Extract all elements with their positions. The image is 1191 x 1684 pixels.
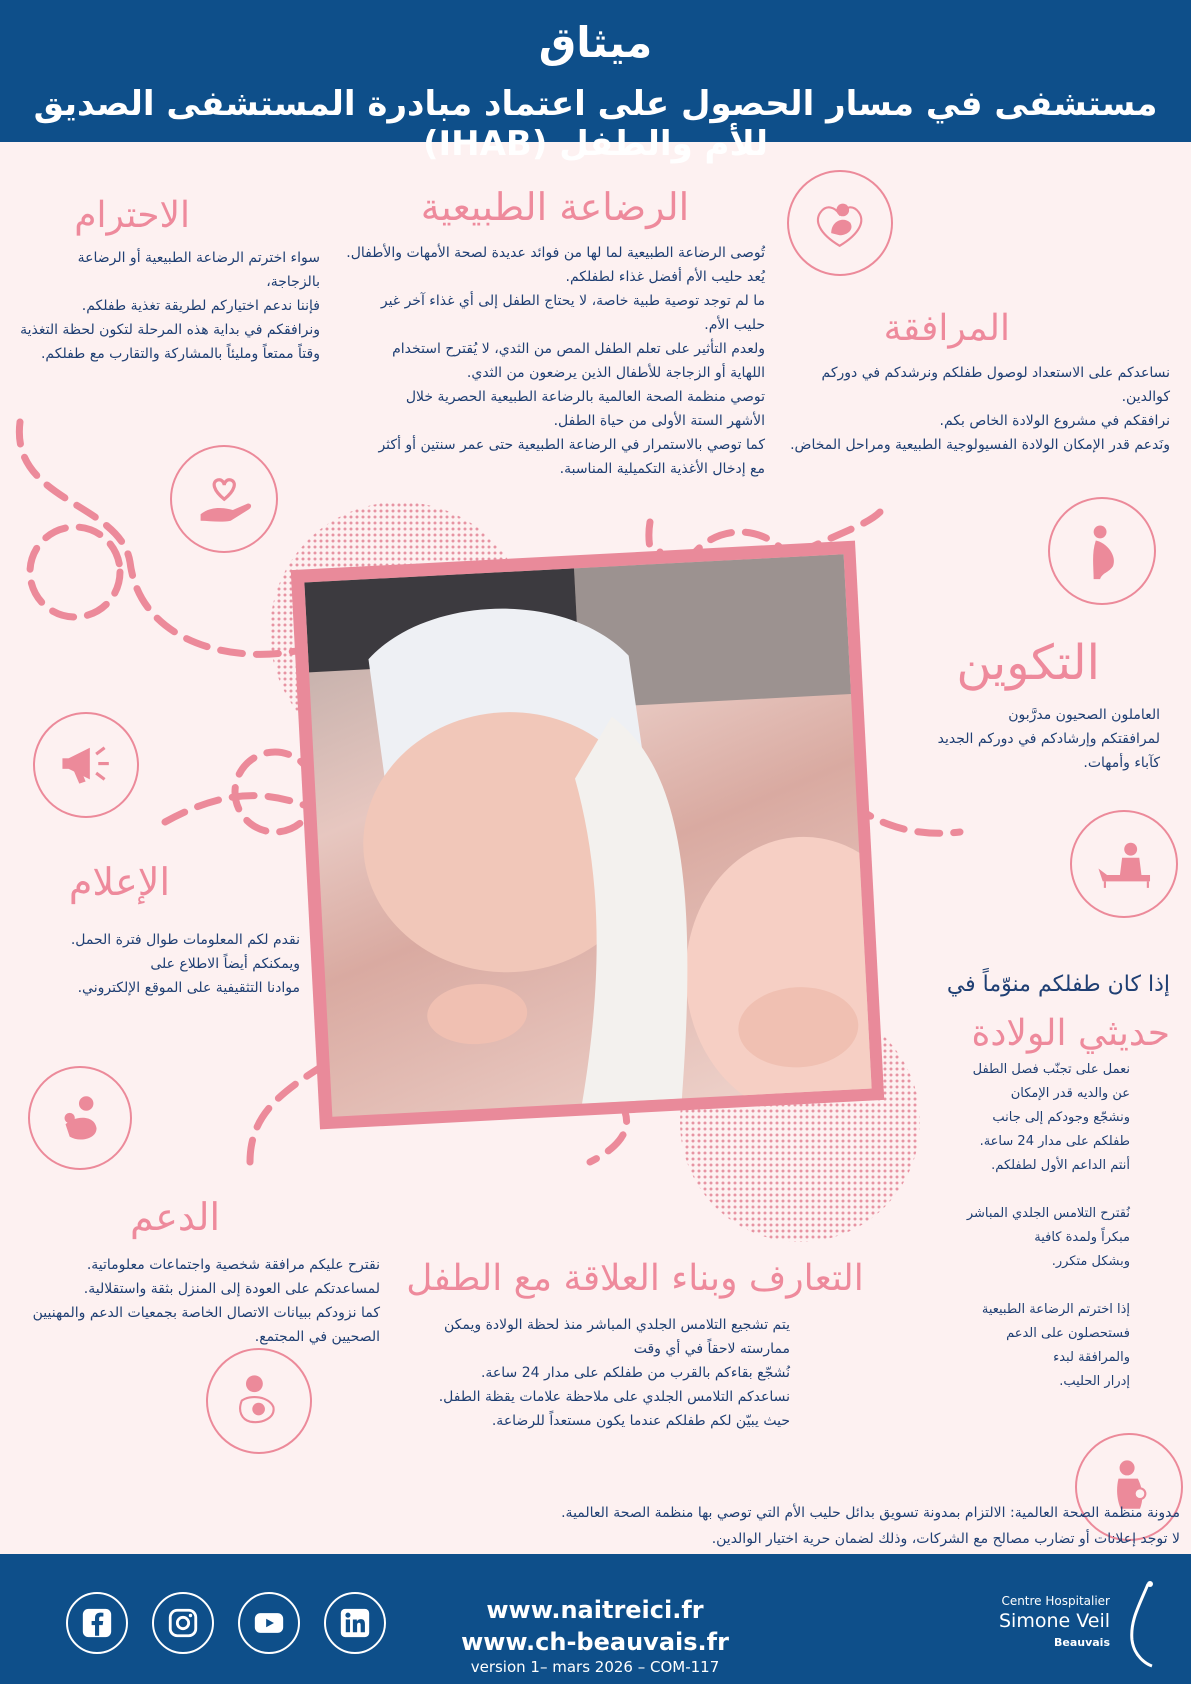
section-title: المرافقة xyxy=(883,308,1010,349)
baby-photo xyxy=(304,554,871,1117)
text-line: فستحصلون على الدعم xyxy=(1006,1326,1130,1341)
hospital-logo xyxy=(990,1580,1170,1670)
section-support xyxy=(20,1195,380,1349)
section-information xyxy=(20,860,300,1000)
text-line: ونشجّع وجودكم إلى جانب xyxy=(992,1110,1130,1125)
logo-line: Simone Veil xyxy=(998,1610,1110,1632)
text-line: ممارسته لاحقاً في أي وقت xyxy=(633,1341,790,1357)
text-line: موادنا التثقيفية على الموقع الإلكتروني. xyxy=(77,980,300,996)
section-title: التكوين xyxy=(956,635,1100,691)
section-title: التعارف وبناء العلاقة مع الطفل xyxy=(406,1258,864,1299)
section-title: الدعم xyxy=(129,1195,220,1239)
text-line xyxy=(940,1178,1130,1202)
text-line: ما لم توجد توصية طبية خاصة، لا يحتاج الطفل إلى أي غذاء آخر غير xyxy=(380,293,765,309)
text-line: الصحيين في المجتمع. xyxy=(254,1329,380,1345)
text-line: يُعد حليب الأم أفضل غذاء لطفلكم. xyxy=(565,269,765,285)
section-title: الرضاعة الطبيعية xyxy=(420,185,690,229)
text-line: سواء اخترتم الرضاعة الطبيعية أو الرضاعة بالزجاجة، xyxy=(77,250,320,290)
text-line: يتم تشجيع التلامس الجلدي المباشر منذ لحظة الولادة ويمكن xyxy=(444,1317,790,1333)
website-link-naitreici[interactable]: www.naitreici.fr xyxy=(486,1596,704,1624)
page-header xyxy=(0,0,1191,164)
text-line: ولعدم التأثير على تعلم الطفل المص من الثدي، لا يُقترح استخدام xyxy=(392,341,765,357)
text-line: مبكراً ولمدة كافية xyxy=(1034,1230,1130,1245)
text-line: لمرافقتكم وإرشادكم في دوركم الجديد xyxy=(937,731,1160,747)
logo-line: Centre Hospitalier xyxy=(1001,1594,1110,1608)
section-title: الاحترام xyxy=(74,195,190,236)
breastfeeding-mother-icon xyxy=(1075,1433,1183,1541)
text-line: ونرافقكم في بداية هذه المرحلة لتكون لحظة التغذية xyxy=(20,322,320,338)
section-training xyxy=(900,635,1160,775)
linkedin-link[interactable] xyxy=(324,1592,386,1654)
hand-heart-icon xyxy=(170,445,278,553)
text-line: العاملون الصحيون مدرَّبون xyxy=(1008,707,1160,723)
facebook-link[interactable] xyxy=(66,1592,128,1654)
text-line: مع إدخال الأغذية التكميلية المناسبة. xyxy=(559,461,765,477)
text-line: نقدم لكم المعلومات طوال فترة الحمل. xyxy=(70,932,300,948)
text-line: نعمل على تجنّب فصل الطفل xyxy=(972,1062,1130,1077)
pregnant-woman-icon xyxy=(1048,497,1156,605)
section-title: حديثي الولادة xyxy=(971,1013,1170,1054)
text-line: كآباء وأمهات. xyxy=(1083,755,1160,771)
page-footer xyxy=(0,1554,1191,1684)
text-line: توصي منظمة الصحة العالمية بالرضاعة الطبيعية الحصرية خلال xyxy=(405,389,765,405)
text-line: كما نزودكم ببيانات الاتصال الخاصة بجمعيات الدعم والمهنيين xyxy=(32,1305,380,1321)
section-respect xyxy=(20,195,320,366)
text-line: والمرافقة لبدء xyxy=(1053,1350,1130,1365)
text-line: إذا اخترتم الرضاعة الطبيعية xyxy=(981,1302,1130,1317)
page-title: ميثاق xyxy=(538,18,653,67)
version-info: version 1– mars 2026 – COM-117 xyxy=(470,1658,720,1676)
logo-swoosh-icon xyxy=(1110,1580,1160,1670)
section-subtitle: إذا كان طفلكم منوّماً في xyxy=(946,972,1170,997)
text-line: نساعدكم على الاستعداد لوصول طفلكم ونرشدكم في دوركم xyxy=(821,365,1170,381)
text-line: وبشكل متكرر. xyxy=(1051,1254,1130,1269)
text-line: نرافقكم في مشروع الولادة الخاص بكم. xyxy=(939,413,1170,429)
no-advertising-disclaimer: لا توجد إعلانات أو تضارب مصالح مع الشركات، وذلك لضمان حرية اختيار الوالدين. xyxy=(711,1531,1180,1547)
parent-holding-baby-icon xyxy=(28,1066,132,1170)
text-line: حليب الأم. xyxy=(704,317,765,333)
section-breastfeeding xyxy=(345,185,765,481)
text-line: لمساعدتكم على العودة إلى المنزل بثقة واستقلالية. xyxy=(83,1281,380,1297)
instagram-icon xyxy=(166,1606,200,1640)
text-line: ونَدعم قدر الإمكان الولادة الفسيولوجية الطبيعية ومراحل المخاض. xyxy=(790,437,1170,453)
page-subtitle: مستشفى في مسار الحصول على اعتماد مبادرة المستشفى الصديق للأم والطفل (IHAB) xyxy=(33,84,1158,164)
mother-baby-heart-icon xyxy=(787,170,893,276)
mother-in-bed-icon xyxy=(1070,810,1178,918)
facebook-icon xyxy=(80,1606,114,1640)
text-line: وقتاً ممتعاً ومليئاً بالمشاركة والتقارب مع طفلكم. xyxy=(40,346,320,362)
text-line: نُقترح التلامس الجلدي المباشر xyxy=(966,1206,1130,1221)
text-line xyxy=(940,1274,1130,1298)
text-line: تُوصى الرضاعة الطبيعية لما لها من فوائد عديدة لصحة الأمهات والأطفال. xyxy=(346,245,765,261)
text-line: فإننا ندعم اختياركم لطريقة تغذية طفلكم. xyxy=(81,298,320,314)
logo-line: Beauvais xyxy=(1053,1636,1110,1649)
text-line: كما توصي بالاستمرار في الرضاعة الطبيعية حتى عمر سنتين أو أكثر xyxy=(378,437,765,453)
linkedin-icon xyxy=(338,1606,372,1640)
text-line: حيث يبيّن لكم طفلكم عندما يكون مستعداً للرضاعة. xyxy=(491,1413,790,1429)
youtube-link[interactable] xyxy=(238,1592,300,1654)
instagram-link[interactable] xyxy=(152,1592,214,1654)
section-neonatal xyxy=(940,972,1170,1394)
section-bonding xyxy=(400,1258,870,1433)
text-line: كوالدين. xyxy=(1121,389,1170,405)
section-support-care xyxy=(780,308,1170,457)
text-line: نساعدكم التلامس الجلدي على ملاحظة علامات يقظة الطفل. xyxy=(438,1389,790,1405)
youtube-icon xyxy=(252,1606,286,1640)
text-line: اللهاية أو الزجاجة للأطفال الذين يرضعون من الثدي. xyxy=(466,365,765,381)
text-line: الأشهر الستة الأولى من حياة الطفل. xyxy=(553,413,765,429)
text-line: نُشجّع بقاءكم بالقرب من طفلكم على مدار 24 ساعة. xyxy=(480,1365,790,1381)
megaphone-icon xyxy=(33,712,139,818)
who-code-disclaimer: مدونة منظمة الصحة العالمية: الالتزام بمدونة تسويق بدائل حليب الأم التي توصي بها منظمة الصحة العالمية. xyxy=(561,1505,1180,1521)
text-line: ويمكنكم أيضاً الاطلاع على xyxy=(150,956,300,972)
text-line: طفلكم على مدار 24 ساعة. xyxy=(979,1134,1130,1149)
text-line: إدرار الحليب. xyxy=(1059,1374,1130,1389)
website-link-ch-beauvais[interactable]: www.ch-beauvais.fr xyxy=(461,1628,729,1656)
text-line: نقترح عليكم مرافقة شخصية واجتماعات معلوماتية. xyxy=(86,1257,380,1273)
mother-cradling-baby-icon xyxy=(206,1348,312,1454)
section-title: الإعلام xyxy=(68,860,170,904)
text-line: أنتم الداعم الأول لطفلكم. xyxy=(991,1158,1130,1173)
text-line: عن والديه قدر الإمكان xyxy=(1010,1086,1130,1101)
